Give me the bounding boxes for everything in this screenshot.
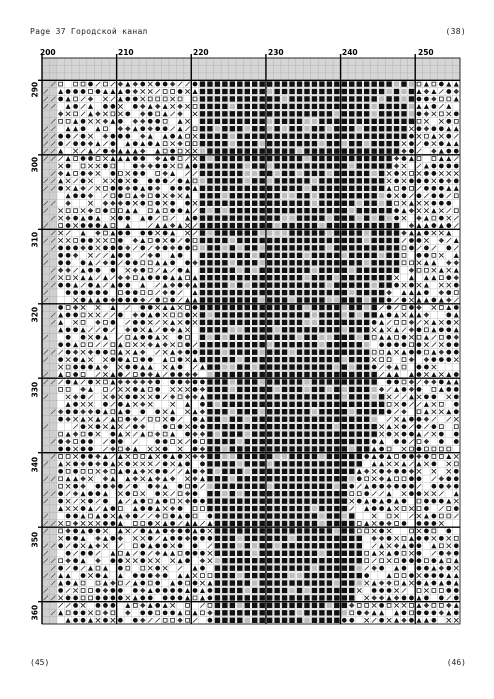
column-label-200: 200	[40, 48, 56, 57]
footer-right-reference: (46)	[446, 658, 466, 667]
column-label-230: 230	[268, 48, 284, 57]
row-label-310: 310	[30, 231, 40, 248]
footer-left-reference: (45)	[30, 658, 50, 667]
page-reference: (38)	[445, 27, 466, 36]
row-label-350: 350	[30, 531, 40, 548]
page-title: Page 37 Городской канал	[30, 27, 148, 36]
row-label-300: 300	[30, 156, 40, 173]
column-label-250: 250	[418, 48, 434, 57]
row-label-360: 360	[30, 604, 40, 621]
row-label-330: 330	[30, 381, 40, 398]
column-label-220: 220	[193, 48, 209, 57]
row-label-320: 320	[30, 306, 40, 323]
column-label-240: 240	[342, 48, 358, 57]
row-label-340: 340	[30, 456, 40, 473]
row-label-290: 290	[30, 81, 40, 98]
column-label-210: 210	[118, 48, 134, 57]
